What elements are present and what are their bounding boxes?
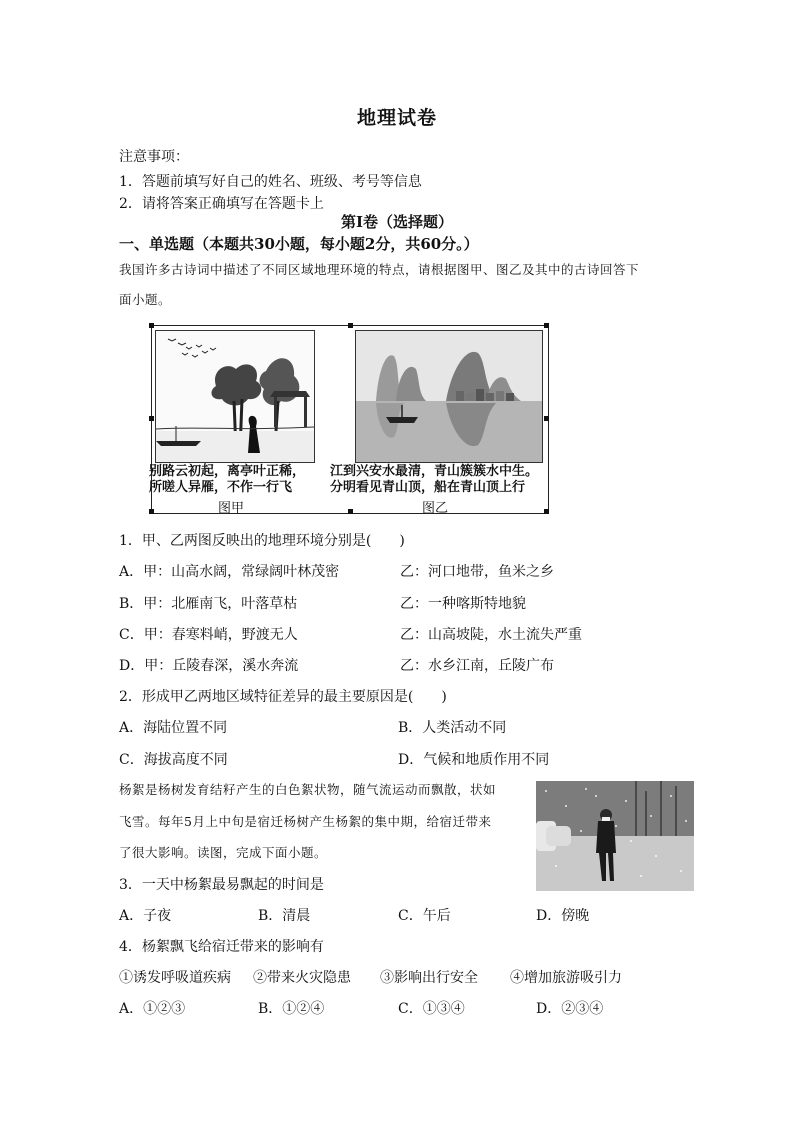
q3-option-a: A．子夜 xyxy=(119,908,172,924)
poem-left-line-1: 别路云初起，离亭叶正稀， xyxy=(149,464,306,479)
notice-item-1: 1．答题前填写好自己的姓名、班级、考号等信息 xyxy=(119,174,422,190)
section-title: 一、单选题（本题共30小题，每小题2分，共60分。） xyxy=(119,235,479,253)
q1-stem: 1．甲、乙两图反映出的地理环境分别是( ) xyxy=(119,533,405,549)
q4-option-a: A．①②③ xyxy=(119,1001,186,1017)
poem-right-line-1: 江到兴安水最清，青山簇簇水中生。 xyxy=(330,464,539,479)
resize-handle[interactable] xyxy=(544,509,549,514)
q1-option-a: A．甲：山高水阔，常绿阔叶林茂密 xyxy=(119,564,340,580)
q3-stem: 3．一天中杨絮最易飘起的时间是 xyxy=(119,877,324,893)
resize-handle[interactable] xyxy=(149,323,154,328)
q2-stem: 2．形成甲乙两地区域特征差异的最主要原因是( ) xyxy=(119,689,447,705)
q1-option-c: C．甲：春寒料峭，野渡无人 xyxy=(119,627,298,643)
intro-2-line-2: 飞雪。每年5月上中旬是宿迁杨树产生杨絮的集中期，给宿迁带来 xyxy=(119,814,492,829)
q3-option-d: D．傍晚 xyxy=(536,908,590,924)
exam-title: 地理试卷 xyxy=(356,107,437,129)
q1-option-b: B．甲：北雁南飞，叶落草枯 xyxy=(119,596,298,612)
q2-option-a: A．海陆位置不同 xyxy=(119,720,228,736)
q4-statement-3: ③影响出行安全 xyxy=(380,970,478,986)
q4-stem: 4．杨絮飘飞给宿迁带来的影响有 xyxy=(119,939,324,955)
q2-option-b: B．人类活动不同 xyxy=(398,720,507,736)
q3-option-c: C．午后 xyxy=(398,908,451,924)
resize-handle[interactable] xyxy=(149,416,154,421)
resize-handle[interactable] xyxy=(544,323,549,328)
q1-option-a-yi: 乙：河口地带，鱼米之乡 xyxy=(400,564,554,580)
notice-heading: 注意事项： xyxy=(119,149,189,165)
intro-1-line-2: 面小题。 xyxy=(119,292,172,307)
q2-option-c: C．海拔高度不同 xyxy=(119,752,228,768)
q4-statement-1: ①诱发呼吸道疾病 xyxy=(119,970,231,986)
resize-handle[interactable] xyxy=(348,323,353,328)
q1-option-d-yi: 乙：水乡江南，丘陵广布 xyxy=(400,658,554,674)
q1-option-d: D．甲：丘陵春深，溪水奔流 xyxy=(119,658,299,674)
figure-left-label: 图甲 xyxy=(218,501,245,516)
intro-2-line-3: 了很大影响。读图，完成下面小题。 xyxy=(119,845,328,860)
q4-option-d: D．②③④ xyxy=(536,1001,604,1017)
resize-handle[interactable] xyxy=(348,509,353,514)
q4-statement-2: ②带来火灾隐患 xyxy=(253,970,351,986)
figure-right-image xyxy=(355,330,543,463)
resize-handle[interactable] xyxy=(544,416,549,421)
poplar-catkin-photo xyxy=(536,781,694,891)
poem-right-line-2: 分明看见青山顶，船在青山顶上行 xyxy=(330,480,526,495)
poem-left-line-2: 所嗟人异雁，不作一行飞 xyxy=(149,480,293,495)
figure-right-label: 图乙 xyxy=(422,501,449,516)
intro-1-line-1: 我国许多古诗词中描述了不同区域地理环境的特点，请根据图甲、图乙及其中的古诗回答下 xyxy=(119,262,640,277)
q3-option-b: B．清晨 xyxy=(258,908,311,924)
notice-item-2: 2．请将答案正确填写在答题卡上 xyxy=(119,196,324,212)
q2-option-d: D．气候和地质作用不同 xyxy=(398,752,550,768)
volume-title: 第I卷（选择题） xyxy=(340,213,454,231)
q4-statement-4: ④增加旅游吸引力 xyxy=(510,970,622,986)
q4-option-c: C．①③④ xyxy=(398,1001,465,1017)
q4-option-b: B．①②④ xyxy=(258,1001,325,1017)
q1-option-c-yi: 乙：山高坡陡，水土流失严重 xyxy=(400,627,582,643)
q1-option-b-yi: 乙：一种喀斯特地貌 xyxy=(400,596,526,612)
intro-2-line-1: 杨絮是杨树发育结籽产生的白色絮状物，随气流运动而飘散，状如 xyxy=(119,782,497,797)
poem-figure xyxy=(151,325,549,514)
figure-left-image xyxy=(155,330,315,463)
resize-handle[interactable] xyxy=(149,509,154,514)
